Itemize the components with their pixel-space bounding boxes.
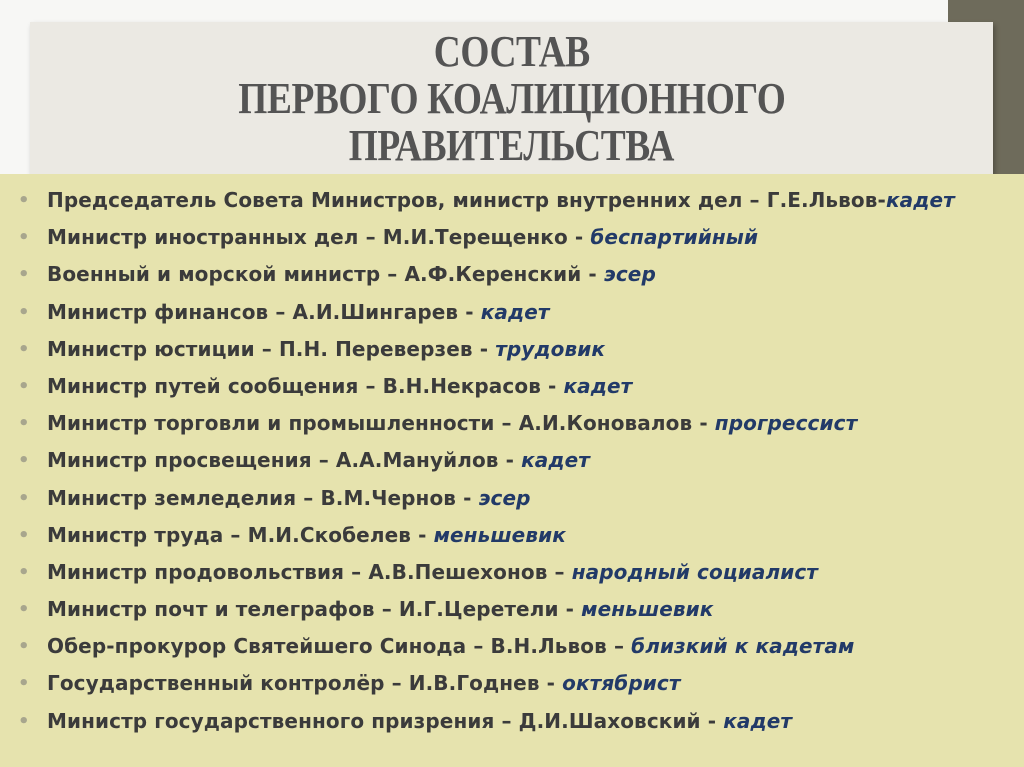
content-area xyxy=(0,174,1024,767)
list-item xyxy=(18,182,1018,219)
list-item xyxy=(18,703,1018,740)
party-label: эсер xyxy=(603,262,656,287)
minister-text: Министр государственного призрения – Д.И.Шаховский - xyxy=(47,708,724,733)
party-label: кадет xyxy=(563,373,633,398)
minister-text: Министр торговли и промышленности – А.И.Коновалов - xyxy=(47,411,715,436)
list-item xyxy=(18,480,1018,517)
minister-text: Министр труда – М.И.Скобелев - xyxy=(47,522,434,547)
party-label: народный социалист xyxy=(571,559,818,584)
bullet-icon: • xyxy=(18,710,30,732)
list-item xyxy=(18,554,1018,591)
list-item xyxy=(18,628,1018,665)
list-item xyxy=(18,517,1018,554)
minister-text: Министр почт и телеграфов – И.Г.Церетели - xyxy=(47,597,582,622)
list-item xyxy=(18,405,1018,442)
bullet-icon: • xyxy=(18,599,30,621)
party-label: трудовик xyxy=(495,336,606,361)
bullet-icon: • xyxy=(18,450,30,472)
party-label: беспартийный xyxy=(590,225,759,250)
party-label: близкий к кадетам xyxy=(631,634,855,659)
list-item xyxy=(18,591,1018,628)
minister-text: Государственный контролёр – И.В.Годнев - xyxy=(47,671,563,696)
list-item xyxy=(18,331,1018,368)
bullet-icon: • xyxy=(18,227,30,249)
list-item xyxy=(18,219,1018,256)
bullet-icon: • xyxy=(18,375,30,397)
bullet-icon: • xyxy=(18,413,30,435)
party-label: кадет xyxy=(885,188,955,212)
bullet-icon: • xyxy=(18,487,30,509)
minister-list xyxy=(18,182,1018,740)
page-title-line-1: СОСТАВ xyxy=(433,26,590,76)
party-label: прогрессист xyxy=(714,411,858,436)
minister-text: Председатель Совета Министров, министр внутренних дел – Г.Е.Львов- xyxy=(47,188,886,212)
bullet-icon: • xyxy=(18,673,30,695)
party-label: меньшевик xyxy=(433,522,566,547)
bullet-icon: • xyxy=(18,524,30,546)
party-label: меньшевик xyxy=(581,597,714,622)
bullet-icon: • xyxy=(18,636,30,658)
list-item xyxy=(18,442,1018,479)
bullet-icon: • xyxy=(18,190,30,211)
page-title-line-2: ПЕРВОГО КОАЛИЦИОННОГО xyxy=(237,73,786,123)
bullet-icon: • xyxy=(18,338,30,360)
minister-text: Министр финансов – А.И.Шингарев - xyxy=(47,299,481,324)
list-item xyxy=(18,294,1018,331)
title-panel xyxy=(30,22,993,174)
minister-text: Министр иностранных дел – М.И.Терещенко - xyxy=(47,225,591,250)
minister-text: Министр юстиции – П.Н. Переверзев - xyxy=(47,336,496,361)
minister-text: Министр путей сообщения – В.Н.Некрасов - xyxy=(47,373,564,398)
list-item xyxy=(18,368,1018,405)
bullet-icon: • xyxy=(18,264,30,286)
party-label: кадет xyxy=(480,299,550,324)
minister-text: Военный и морской министр – А.Ф.Керенский - xyxy=(47,262,604,287)
minister-text: Министр продовольствия – А.В.Пешехонов – xyxy=(47,559,572,584)
party-label: кадет xyxy=(521,448,590,473)
minister-text: Министр просвещения – А.А.Мануйлов - xyxy=(47,448,522,473)
party-label: эсер xyxy=(478,485,531,510)
party-label: октябрист xyxy=(562,671,681,696)
list-item xyxy=(18,256,1018,293)
party-label: кадет xyxy=(723,708,793,733)
page-title-line-3: ПРАВИТЕЛЬСТВА xyxy=(348,120,675,170)
bullet-icon: • xyxy=(18,561,30,583)
bullet-icon: • xyxy=(18,301,30,323)
minister-text: Обер-прокурор Святейшего Синода – В.Н.Львов – xyxy=(47,634,632,659)
minister-text: Министр земледелия – В.М.Чернов - xyxy=(47,485,479,510)
list-item xyxy=(18,665,1018,702)
